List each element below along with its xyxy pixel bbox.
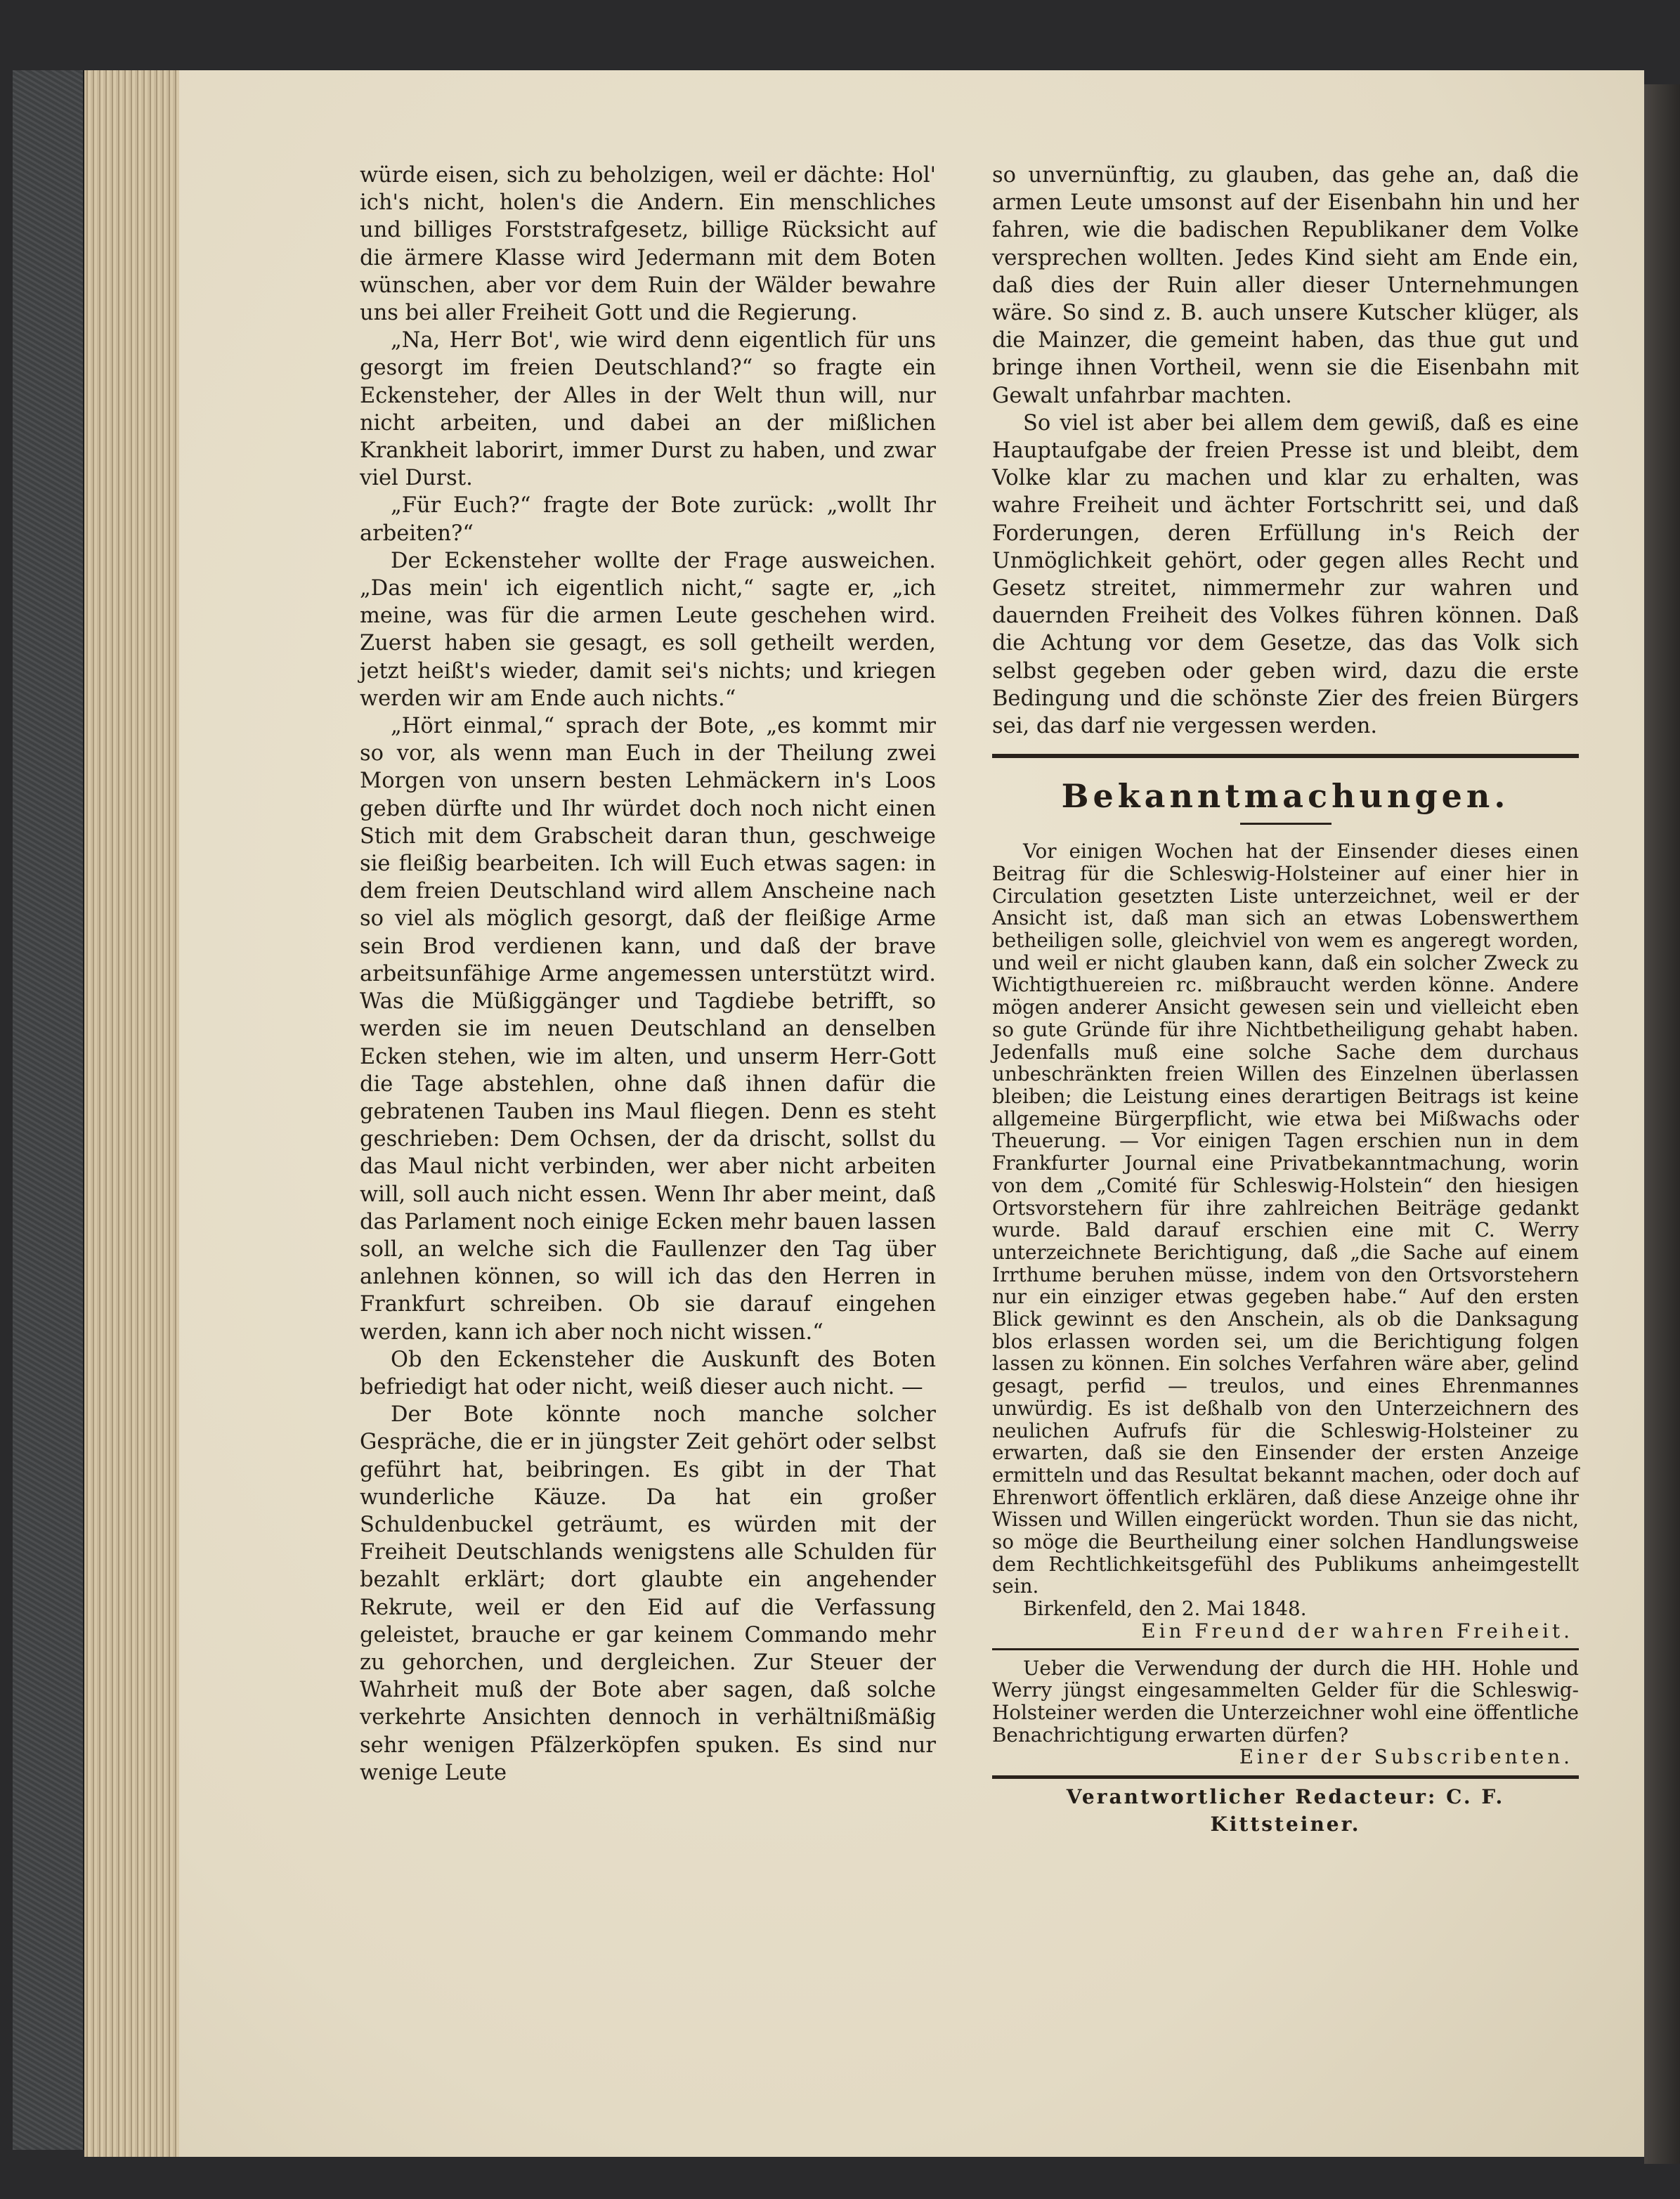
editor-footer: Verantwortlicher Redacteur: C. F. Kittsteiner. — [1066, 1785, 1505, 1836]
left-column — [360, 162, 936, 1787]
paragraph: Der Bote könnte noch manche solcher Gespräche, die er in jüngster Zeit gehört oder selbst geführt hat, beibringen. Es gibt in der That wunderliche Käuze. Da hat ein großer Schuldenbuckel geträumt, es würden mit der Freiheit Deutschlands wenigstens alle Schulden für bezahlt erklärt; dort glaubte ein angehender Rekrute, weil er den Eid auf die Verfassung geleistet, brauche er gar keinem Commando mehr zu gehorchen, und dergleichen. Zur Steuer der Wahrheit muß der Bote aber sagen, daß solche verkehrte Ansichten dennoch in verhältnißmäßig sehr wenigen Pfälzerköpfen spuken. Es sind nur wenige Leute — [360, 1402, 936, 1785]
footer-divider — [992, 1775, 1579, 1779]
binding-edge — [1644, 84, 1680, 2164]
section-divider — [992, 754, 1579, 758]
section-heading: Bekanntmachungen. — [1061, 777, 1510, 816]
paragraph: „Na, Herr Bot', wie wird denn eigentlich für uns gesorgt im freien Deutschland?“ so fragte ein Eckensteher, der Alles in der Welt thun will, nur nicht arbeiten, und dabei an der mißlichen Krankheit laborirt, immer Durst zu haben, und zwar viel Durst. — [360, 328, 936, 491]
right-column — [992, 162, 1579, 1839]
announcement — [992, 840, 1579, 1642]
notice-body: Ueber die Verwendung der durch die HH. Hohle und Werry jüngst eingesammelten Gelder für die Schleswig-Holsteiner werden die Unterzeichner wohl eine öffentliche Benachrichtigung erwarten dürfen? — [992, 1656, 1579, 1747]
second-notice — [992, 1657, 1579, 1769]
page-edges — [84, 70, 183, 2157]
announcement-signature: Ein Freund der wahren Freiheit. — [1141, 1619, 1573, 1643]
paragraph: Der Eckensteher wollte der Frage ausweichen. „Das mein' ich eigentlich nicht,“ sagte er, „ich meine, was für die armen Leute geschehen wird. Zuerst haben sie gesagt, es soll getheilt werden, jetzt heißt's wieder, damit sei's nichts; und kriegen werden wir am Ende auch nichts.“ — [360, 548, 936, 711]
paragraph: So viel ist aber bei allem dem gewiß, daß es eine Hauptaufgabe der freien Presse ist und bleibt, dem Volke klar zu machen und klar zu erhalten, was wahre Freiheit und ächter Fortschritt sei, und daß Forderungen, deren Erfüllung in's Reich der Unmöglichkeit gehört, oder gegen alles Recht und Gesetz streitet, nimmermehr zur wahren und dauernden Freiheit des Volkes führen können. Daß die Achtung vor dem Gesetze, das das Volk sich selbst gegeben oder geben wird, dazu die erste Bedingung und die schönste Zier des freien Bürgers sei, das darf nie vergessen werden. — [992, 410, 1579, 739]
paragraph: so unvernünftig, zu glauben, das gehe an, daß die armen Leute umsonst auf der Eisenbahn hin und her fahren, wie die badischen Republikaner dem Volke versprechen wollten. Jedes Kind sieht am Ende ein, daß dies der Ruin aller dieser Unternehmungen wäre. So sind z. B. auch unsere Kutscher klüger, als die Mainzer, die gemeint haben, das thue gut und bringe ihnen Vortheil, wenn sie die Eisenbahn mit Gewalt unfahrbar machten. — [992, 163, 1579, 408]
announcement-body: Vor einigen Wochen hat der Einsender dieses einen Beitrag für die Schleswig-Holsteiner auf einer hier in Circulation gesetzten Liste unterzeichnet, weil er der Ansicht ist, daß man sich an etwas Lobenswerthem betheiligen solle, gleichviel von wem es angeregt worden, und weil er nicht glauben kann, daß ein solcher Zweck zu Wichtigthuereien rc. mißbraucht werden könne. Andere mögen anderer Ansicht gewesen sein und vielleicht eben so gute Gründe für ihre Nichtbetheiligung gehabt haben. Jedenfalls muß eine solche Sache dem durchaus unbeschränkten freien Willen des Einzelnen überlassen bleiben; die Leistung eines derartigen Beitrags ist keine allgemeine Bürgerpflicht, wie etwa bei Mißwachs oder Theuerung. — Vor einigen Tagen erschien nun in dem Frankfurter Journal eine Privatbekanntmachung, worin von dem „Comité für Schleswig-Holstein“ den hiesigen Ortsvorstehern für ihre zahlreichen Beiträge gedankt wurde. Bald darauf erschien eine mit C. Werry unterzeichnete Berichtigung, daß „die Sache auf einem Irrthume beruhen müsse, indem von den Ortsvorstehern nur ein einziger etwas gegeben habe.“ Auf den ersten Blick gewinnt es den Anschein, als ob die Danksagung blos erlassen worden sei, um die Berichtigung folgen lassen zu können. Ein solches Verfahren wäre aber, gelind gesagt, perfid — treulos, und eines Ehrenmannes unwürdig. Es ist deßhalb von den Unterzeichnern des neulichen Aufrufs für die Schleswig-Holsteiner zu erwarten, daß sie den Einsender der ersten Anzeige ermitteln und das Resultat bekannt machen, oder doch auf Ehrenwort öffentlich erklären, daß diese Anzeige ohne ihr Wissen und Willen eingerückt worden. Thun sie das nicht, so möge die Beurtheilung einer solchen Handlungsweise dem Rechtlichkeitsgefühl des Publikums anheimgestellt sein. — [992, 840, 1579, 1598]
paragraph: „Für Euch?“ fragte der Bote zurück: „wollt Ihr arbeiten?“ — [360, 493, 936, 546]
paragraph: Ob den Eckensteher die Auskunft des Boten befriedigt hat oder nicht, weiß dieser auch nicht. — — [360, 1347, 936, 1399]
paragraph: „Hört einmal,“ sprach der Bote, „es kommt mir so vor, als wenn man Euch in der Theilung zwei Morgen von unsern besten Lehmäckern in's Loos geben dürfte und Ihr würdet doch noch nicht einen Stich mit dem Grabscheit daran thun, geschweige sie fleißig bearbeiten. Ich will Euch etwas sagen: in dem freien Deutschland wird allem Anscheine nach so viel als möglich gesorgt, daß der fleißige Arme sein Brod verdienen kann, und daß der brave arbeitsunfähige Arme angemessen unterstützt wird. Was die Müßiggänger und Tagdiebe betrifft, so werden sie im neuen Deutschland an denselben Ecken stehen, wie im alten, und unserm Herr-Gott die Tage abstehlen, ohne daß ihnen dafür die gebratenen Tauben ins Maul fliegen. Denn es steht geschrieben: Dem Ochsen, der da drischt, sollst du das Maul nicht verbinden, wer aber nicht arbeiten will, soll auch nicht essen. Wenn Ihr aber meint, daß das Parlament noch einige Ecken mehr bauen lassen soll, an welche sich die Faullenzer den Tag über anlehnen können, so will ich das den Herren in Frankfurt schreiben. Ob sie darauf eingehen werden, kann ich aber noch nicht wissen.“ — [360, 714, 936, 1345]
heading-rule — [1240, 823, 1331, 825]
announcement-date: Birkenfeld, den 2. Mai 1848. — [1023, 1597, 1307, 1621]
book-cover-spine — [13, 70, 87, 2150]
notice-signature: Einer der Subscribenten. — [1239, 1745, 1573, 1769]
paragraph: würde eisen, sich zu beholzigen, weil er dächte: Hol' ich's nicht, holen's die Andern. Ein menschliches und billiges Forststrafgesetz, billige Rücksicht auf die ärmere Klasse wird Jedermann mit dem Boten wünschen, aber vor dem Ruin der Wälder bewahre uns bei aller Freiheit Gott und die Regierung. — [360, 163, 936, 326]
notice-divider — [992, 1648, 1579, 1650]
